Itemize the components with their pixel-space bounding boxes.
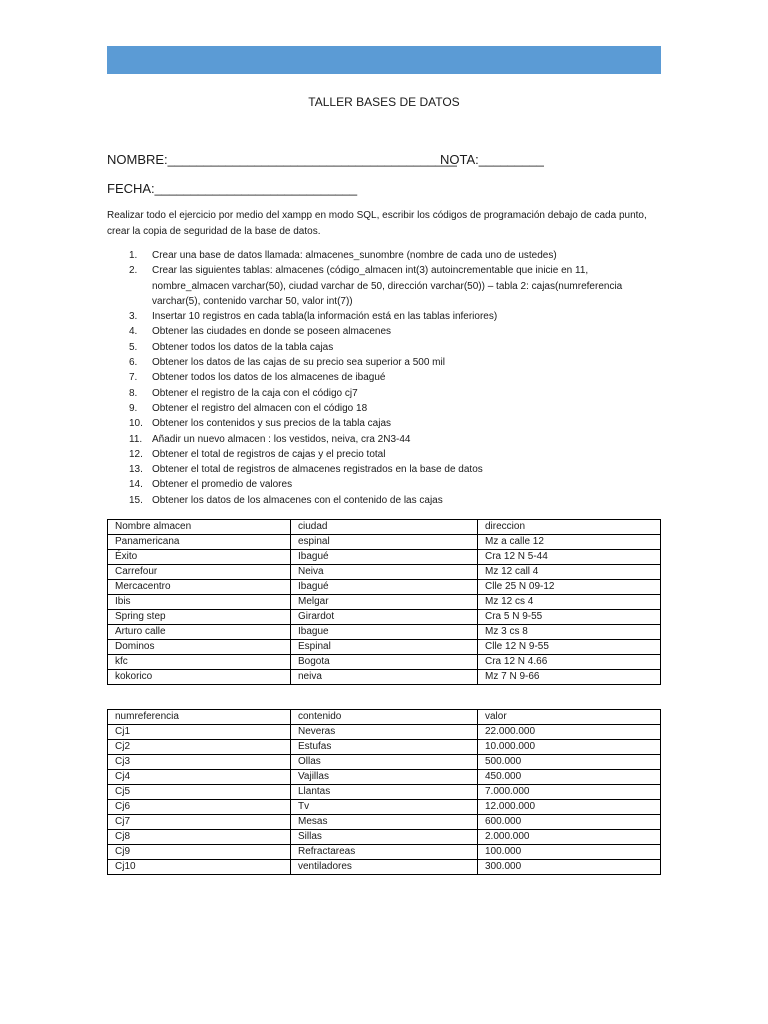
table-cell: 22.000.000 bbox=[478, 725, 661, 740]
table-cell: Neiva bbox=[291, 565, 478, 580]
task-number: 6. bbox=[129, 357, 138, 369]
task-number: 8. bbox=[129, 387, 138, 399]
table-cell: 600.000 bbox=[478, 815, 661, 830]
task-number: 10. bbox=[129, 418, 143, 430]
table-cell: Cj2 bbox=[108, 740, 291, 755]
fecha-field: FECHA:____________________________ bbox=[107, 181, 358, 196]
table-cell: Melgar bbox=[291, 595, 478, 610]
task-item bbox=[107, 462, 667, 477]
table-row bbox=[108, 740, 661, 755]
table-cell: Cj10 bbox=[108, 860, 291, 875]
table-cell: Bogota bbox=[291, 655, 478, 670]
table-row bbox=[108, 770, 661, 785]
table-cell: 2.000.000 bbox=[478, 830, 661, 845]
task-number: 9. bbox=[129, 402, 138, 414]
table-cell: Mz 12 cs 4 bbox=[478, 595, 661, 610]
table-cell: Cj3 bbox=[108, 755, 291, 770]
task-number: 5. bbox=[129, 341, 138, 353]
table-cell: Neveras bbox=[291, 725, 478, 740]
column-header: ciudad bbox=[291, 520, 478, 535]
table-row bbox=[108, 580, 661, 595]
nota-field: NOTA:_________ bbox=[440, 152, 544, 167]
table-cell: Ibagué bbox=[291, 550, 478, 565]
table-cell: Arturo calle bbox=[108, 625, 291, 640]
table-row bbox=[108, 755, 661, 770]
task-item bbox=[107, 355, 667, 370]
task-text: Obtener el registro del almacen con el código 18 bbox=[152, 402, 368, 414]
task-item bbox=[107, 340, 667, 355]
table-row bbox=[108, 595, 661, 610]
table-cell: Carrefour bbox=[108, 565, 291, 580]
table-cell: Mesas bbox=[291, 815, 478, 830]
table-header-row bbox=[108, 710, 661, 725]
table-cell: Cj7 bbox=[108, 815, 291, 830]
table-cell: Vajillas bbox=[291, 770, 478, 785]
table-row bbox=[108, 800, 661, 815]
table-cell: 300.000 bbox=[478, 860, 661, 875]
task-text: Obtener el promedio de valores bbox=[152, 479, 293, 491]
task-item bbox=[107, 263, 667, 309]
page-title: TALLER BASES DE DATOS bbox=[308, 95, 460, 109]
table-cell: Clle 12 N 9-55 bbox=[478, 640, 661, 655]
almacenes-table bbox=[107, 519, 661, 685]
task-item bbox=[107, 401, 667, 416]
table-cell: Tv bbox=[291, 800, 478, 815]
task-number: 2. bbox=[129, 265, 138, 277]
table-row bbox=[108, 860, 661, 875]
table-cell: Estufas bbox=[291, 740, 478, 755]
table-cell: Mercacentro bbox=[108, 580, 291, 595]
task-text: Añadir un nuevo almacen : los vestidos, neiva, cra 2N3-44 bbox=[152, 433, 411, 445]
table-cell: Ibis bbox=[108, 595, 291, 610]
table-cell: Mz 7 N 9-66 bbox=[478, 670, 661, 685]
task-text: Obtener todos los datos de la tabla cajas bbox=[152, 341, 334, 353]
table-cell: 7.000.000 bbox=[478, 785, 661, 800]
task-text: Obtener el registro de la caja con el código cj7 bbox=[152, 387, 358, 399]
table-cell: 12.000.000 bbox=[478, 800, 661, 815]
cajas-table bbox=[107, 709, 661, 875]
table-row bbox=[108, 815, 661, 830]
task-item bbox=[107, 370, 667, 385]
table-row bbox=[108, 535, 661, 550]
task-item bbox=[107, 248, 667, 263]
table-cell: Cj5 bbox=[108, 785, 291, 800]
table-cell: 450.000 bbox=[478, 770, 661, 785]
table-cell: Dominos bbox=[108, 640, 291, 655]
table-row bbox=[108, 845, 661, 860]
task-item bbox=[107, 386, 667, 401]
table-cell: Cj4 bbox=[108, 770, 291, 785]
task-number: 3. bbox=[129, 311, 138, 323]
task-item bbox=[107, 447, 667, 462]
table-cell: Cra 12 N 5-44 bbox=[478, 550, 661, 565]
table-row bbox=[108, 550, 661, 565]
task-number: 4. bbox=[129, 326, 138, 338]
task-text: Obtener el total de registros de cajas y el precio total bbox=[152, 448, 386, 460]
table-row bbox=[108, 670, 661, 685]
table-row bbox=[108, 625, 661, 640]
table-row bbox=[108, 640, 661, 655]
column-header: contenido bbox=[291, 710, 478, 725]
table-cell: 500.000 bbox=[478, 755, 661, 770]
table-cell: Cj6 bbox=[108, 800, 291, 815]
task-number: 15. bbox=[129, 494, 143, 506]
table-row bbox=[108, 725, 661, 740]
task-item bbox=[107, 309, 667, 324]
task-item bbox=[107, 493, 667, 508]
table-cell: espinal bbox=[291, 535, 478, 550]
task-text: Insertar 10 registros en cada tabla(la información está en las tablas inferiores) bbox=[152, 311, 498, 323]
task-text: Crear las siguientes tablas: almacenes (código_almacen int(3) autoincrementable que inicie en 11, nombre_almacen varchar(50), ciudad varchar de 50, dirección varchar(50)) – tabla 2: cajas(numreferencia varchar(5), contenido varchar 50, valor int(7)) bbox=[152, 265, 623, 307]
task-number: 12. bbox=[129, 448, 143, 460]
task-text: Obtener los datos de las cajas de su precio sea superior a 500 mil bbox=[152, 357, 445, 369]
table-cell: Spring step bbox=[108, 610, 291, 625]
table-cell: Ibague bbox=[291, 625, 478, 640]
table-cell: Refractareas bbox=[291, 845, 478, 860]
task-text: Obtener todos los datos de los almacenes de ibagué bbox=[152, 372, 386, 384]
table-cell: neiva bbox=[291, 670, 478, 685]
nombre-field: NOMBRE:________________________________________ bbox=[107, 152, 457, 167]
table-cell: Mz 3 cs 8 bbox=[478, 625, 661, 640]
column-header: numreferencia bbox=[108, 710, 291, 725]
table-cell: Éxito bbox=[108, 550, 291, 565]
task-number: 14. bbox=[129, 479, 143, 491]
task-item bbox=[107, 324, 667, 339]
table-cell: ventiladores bbox=[291, 860, 478, 875]
table-row bbox=[108, 830, 661, 845]
column-header: valor bbox=[478, 710, 661, 725]
table-row bbox=[108, 610, 661, 625]
column-header: direccion bbox=[478, 520, 661, 535]
table-cell: Espinal bbox=[291, 640, 478, 655]
table-cell: Mz a calle 12 bbox=[478, 535, 661, 550]
table-cell: Ibagué bbox=[291, 580, 478, 595]
table-cell: Ollas bbox=[291, 755, 478, 770]
task-text: Obtener el total de registros de almacenes registrados en la base de datos bbox=[152, 464, 483, 476]
table-cell: kfc bbox=[108, 655, 291, 670]
table-cell: 100.000 bbox=[478, 845, 661, 860]
task-number: 13. bbox=[129, 464, 143, 476]
table-cell: Panamericana bbox=[108, 535, 291, 550]
task-number: 11. bbox=[129, 433, 143, 445]
column-header: Nombre almacen bbox=[108, 520, 291, 535]
table-row bbox=[108, 785, 661, 800]
table-cell: Cra 12 N 4.66 bbox=[478, 655, 661, 670]
task-number: 7. bbox=[129, 372, 138, 384]
task-item bbox=[107, 416, 667, 431]
header-bar bbox=[107, 46, 661, 74]
table-cell: Cj1 bbox=[108, 725, 291, 740]
task-text: Obtener los datos de los almacenes con el contenido de las cajas bbox=[152, 494, 443, 506]
table-cell: Girardot bbox=[291, 610, 478, 625]
task-item bbox=[107, 432, 667, 447]
table-cell: Cra 5 N 9-55 bbox=[478, 610, 661, 625]
table-header-row bbox=[108, 520, 661, 535]
table-cell: Cj8 bbox=[108, 830, 291, 845]
table-cell: Llantas bbox=[291, 785, 478, 800]
table-cell: Sillas bbox=[291, 830, 478, 845]
task-text: Obtener las ciudades en donde se poseen almacenes bbox=[152, 326, 392, 338]
table-cell: Mz 12 call 4 bbox=[478, 565, 661, 580]
table-row bbox=[108, 655, 661, 670]
intro-paragraph: Realizar todo el ejercicio por medio del xampp en modo SQL, escribir los códigos de programación debajo de cada punto, crear la copia de seguridad de la base de datos. bbox=[107, 210, 647, 237]
task-text: Obtener los contenidos y sus precios de la tabla cajas bbox=[152, 418, 392, 430]
table-cell: Clle 25 N 09-12 bbox=[478, 580, 661, 595]
task-number: 1. bbox=[129, 250, 138, 261]
table-cell: Cj9 bbox=[108, 845, 291, 860]
table-cell: kokorico bbox=[108, 670, 291, 685]
table-cell: 10.000.000 bbox=[478, 740, 661, 755]
table-row bbox=[108, 565, 661, 580]
task-list bbox=[107, 248, 667, 508]
task-item bbox=[107, 477, 667, 492]
task-text: Crear una base de datos llamada: almacenes_sunombre (nombre de cada uno de ustedes) bbox=[152, 250, 557, 261]
